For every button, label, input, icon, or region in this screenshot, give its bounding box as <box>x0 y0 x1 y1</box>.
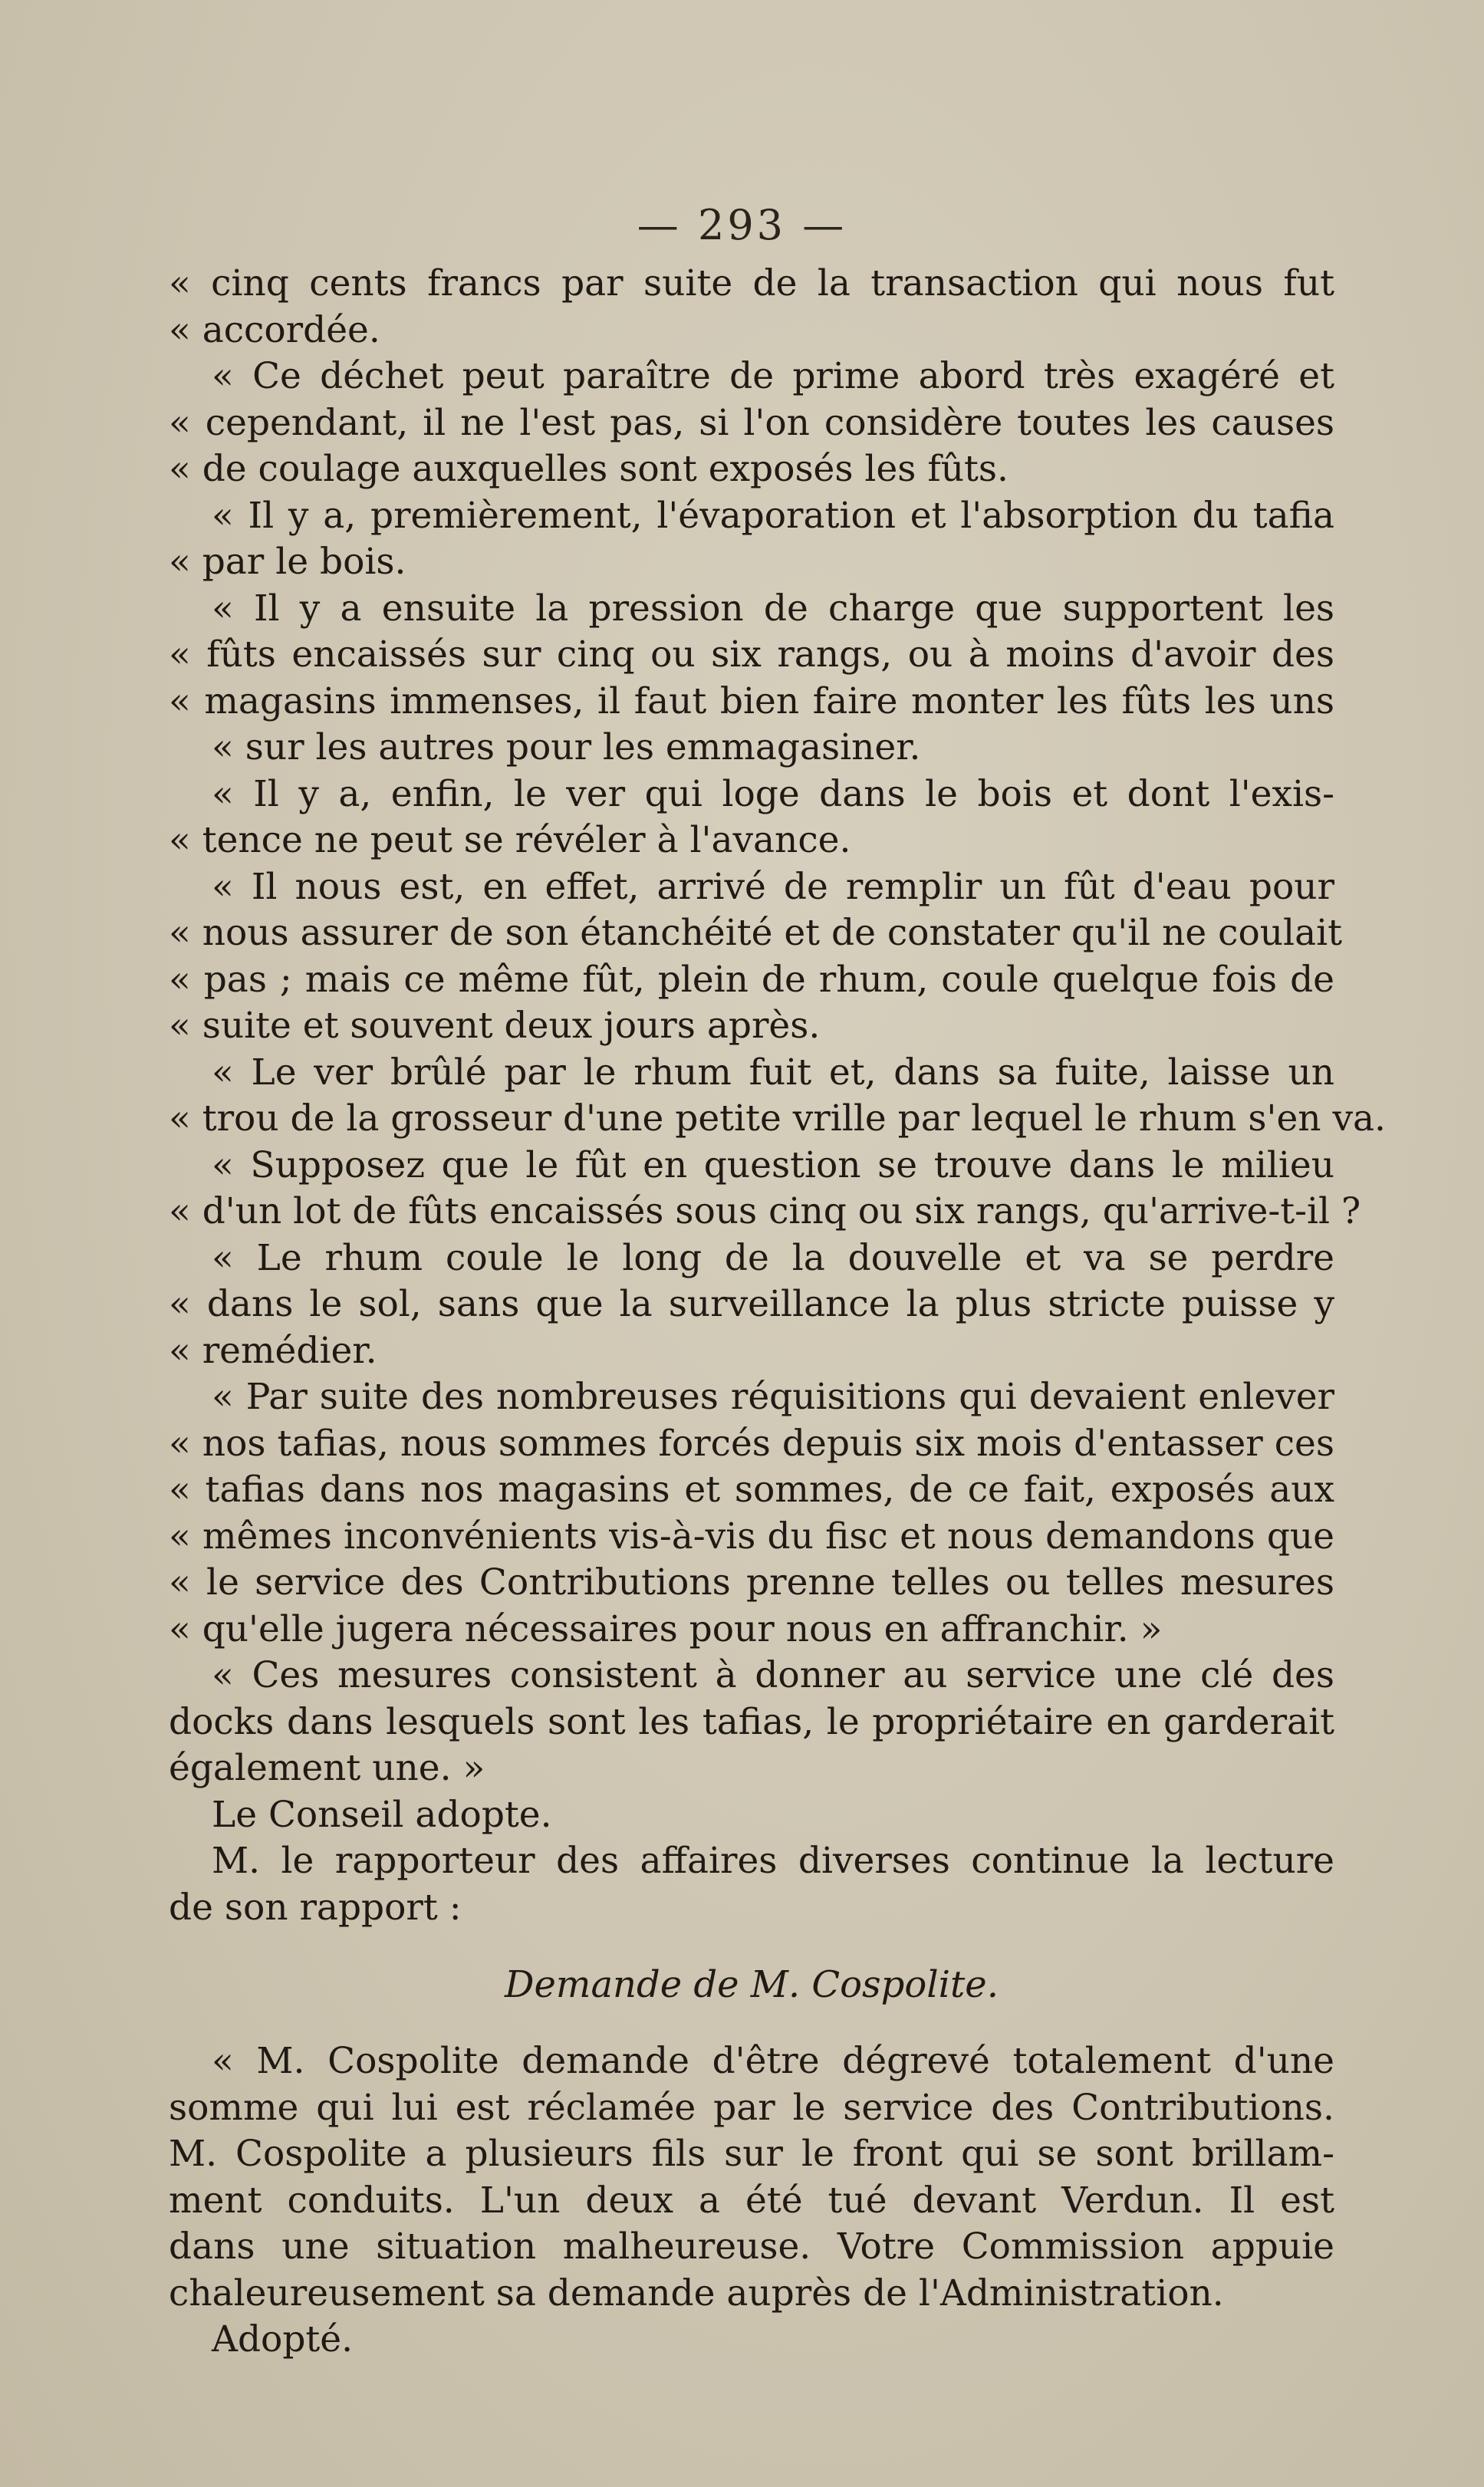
text-line: « Le rhum coule le long de la douvelle et va se perdre <box>212 1236 1334 1279</box>
text-line: Le Conseil adopte. <box>212 1793 552 1836</box>
text-line: ment conduits. L'un deux a été tué devant Verdun. Il est <box>169 2179 1334 2222</box>
text-line: somme qui lui est réclamée par le service des Contributions. <box>169 2086 1334 2129</box>
text-line: « Supposez que le fût en question se trouve dans le milieu <box>212 1143 1334 1186</box>
text-line: « le service des Contributions prenne telles ou telles mesures <box>169 1561 1334 1604</box>
text-line: M. Cospolite a plusieurs fils sur le front qui se sont brillam- <box>169 2133 1334 2175</box>
text-line: « Ce déchet peut paraître de prime abord très exagéré et <box>212 355 1334 397</box>
section-paragraph-block <box>169 2038 1334 2364</box>
text-line: également une. » <box>169 1747 485 1789</box>
text-line: « Il y a, premièrement, l'évaporation et l'absorption du tafia <box>212 494 1334 537</box>
text-line: « Ces mesures consistent à donner au service une clé des <box>212 1654 1334 1696</box>
text-line: de son rapport : <box>169 1886 462 1929</box>
text-line: « qu'elle jugera nécessaires pour nous en affranchir. » <box>169 1607 1163 1650</box>
text-line: « dans le sol, sans que la surveillance la plus stricte puisse y <box>169 1283 1334 1325</box>
text-line: « Il nous est, en effet, arrivé de remplir un fût d'eau pour <box>212 865 1334 908</box>
text-line: « cependant, il ne l'est pas, si l'on considère toutes les causes <box>169 401 1334 444</box>
text-line: « remédier. <box>169 1329 377 1372</box>
text-line: « mêmes inconvénients vis-à-vis du fisc et nous demandons que <box>169 1515 1334 1558</box>
text-line: « trou de la grosseur d'une petite vrille par lequel le rhum s'en va. <box>169 1097 1386 1140</box>
text-line: « fûts encaissés sur cinq ou six rangs, ou à moins d'avoir des <box>169 633 1334 676</box>
text-line: docks dans lesquels sont les tafias, le propriétaire en garderait <box>169 1700 1334 1743</box>
text-line: « pas ; mais ce même fût, plein de rhum, coule quelque fois de <box>169 958 1334 1001</box>
text-line: « nous assurer de son étanchéité et de constater qu'il ne coulait <box>169 912 1343 954</box>
text-line: dans une situation malheureuse. Votre Commission appuie <box>169 2225 1334 2268</box>
text-line: « tence ne peut se révéler à l'avance. <box>169 819 851 861</box>
text-line: « Par suite des nombreuses réquisitions qui devaient enlever <box>212 1376 1334 1418</box>
text-line: M. le rapporteur des affaires diverses continue la lecture <box>212 1840 1334 1882</box>
text-line: « accordée. <box>169 308 380 351</box>
text-line: « magasins immenses, il faut bien faire monter les fûts les uns <box>169 679 1334 722</box>
text-line: « d'un lot de fûts encaissés sous cinq ou six rangs, qu'arrive-t-il ? <box>169 1190 1361 1232</box>
text-line: « Il y a ensuite la pression de charge que supportent les <box>212 587 1334 630</box>
page-number-header: — 293 — <box>637 201 847 249</box>
text-line: « Il y a, enfin, le ver qui loge dans le bois et dont l'exis- <box>212 772 1334 815</box>
text-line: « M. Cospolite demande d'être dégrevé totalement d'une <box>212 2040 1334 2082</box>
text-line: « de coulage auxquelles sont exposés les fûts. <box>169 448 1009 490</box>
body-text <box>169 261 1386 2364</box>
text-line: Adopté. <box>212 2318 354 2360</box>
section-title: Demande de M. Cospolite. <box>505 1963 999 2006</box>
text-line: « par le bois. <box>169 541 406 583</box>
text-line: « sur les autres pour les emmagasiner. <box>212 726 921 768</box>
text-line: « suite et souvent deux jours après. <box>169 1005 821 1047</box>
paragraph-block <box>169 261 1386 1931</box>
text-line: « tafias dans nos magasins et sommes, de ce fait, exposés aux <box>169 1469 1334 1511</box>
text-line: « Le ver brûlé par le rhum fuit et, dans sa fuite, laisse un <box>212 1051 1334 1094</box>
text-line: chaleureusement sa demande auprès de l'Administration. <box>169 2272 1224 2314</box>
text-line: « nos tafias, nous sommes forcés depuis six mois d'entasser ces <box>169 1422 1334 1465</box>
text-line: « cinq cents francs par suite de la transaction qui nous fut <box>169 262 1334 304</box>
